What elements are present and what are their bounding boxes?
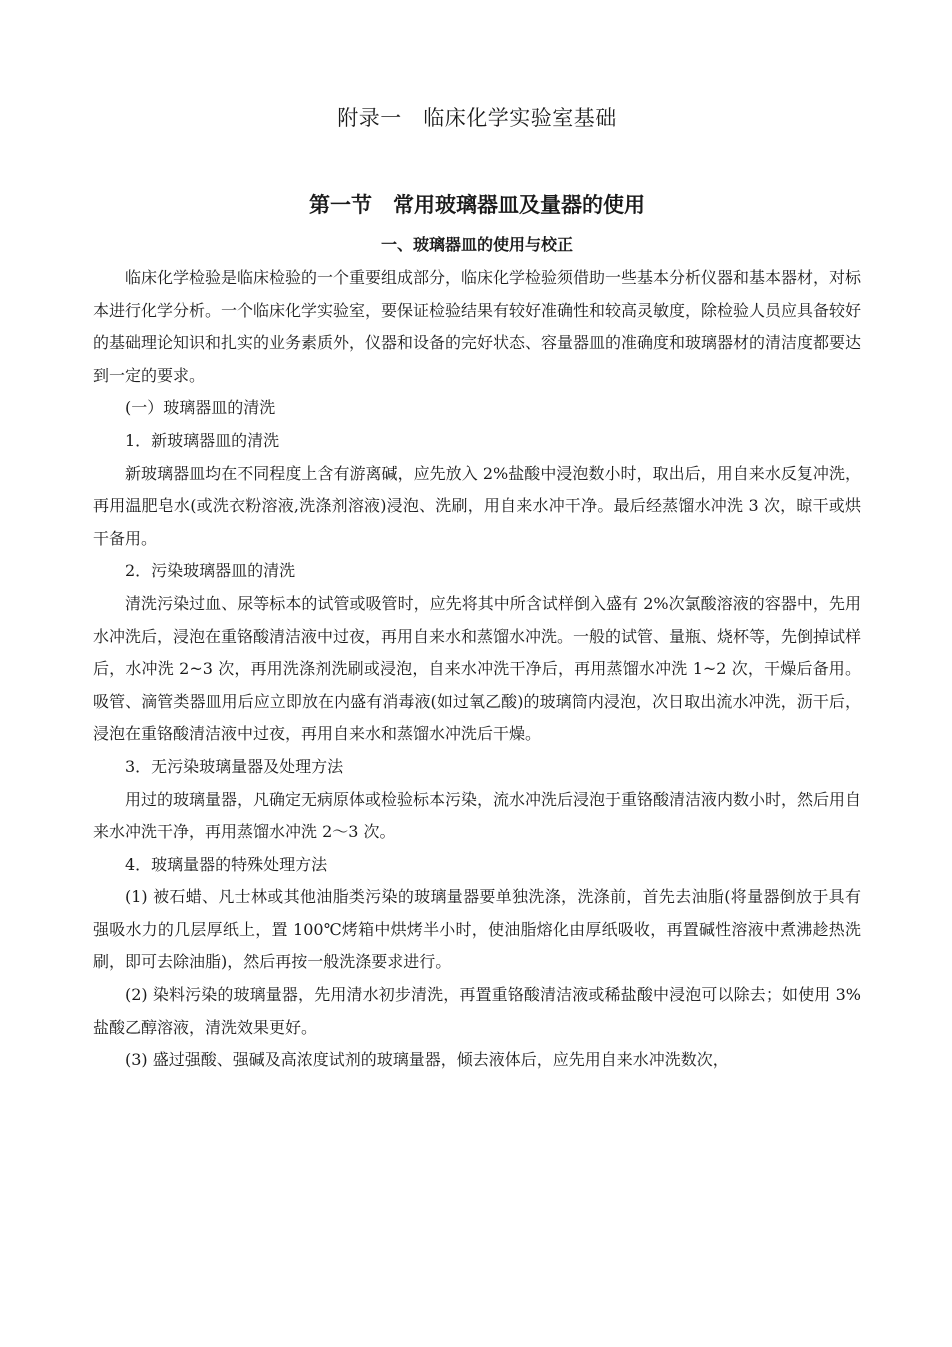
paragraph-intro: 临床化学检验是临床检验的一个重要组成部分，临床化学检验须借助一些基本分析仪器和基本器材，对标本进行化学分析。一个临床化学实验室，要保证检验结果有较好准确性和较高灵敏度，除检验人员应具备较好的基础理论知识和扎实的业务素质外，仪器和设备的完好状态、容量器皿的准确度和玻璃器材的清洁度都要达到一定的要求。 [93, 268, 862, 385]
heading-uncontaminated-glassware: 3．无污染玻璃量器及处理方法 [125, 756, 344, 776]
paragraph-uncontaminated-glassware: 用过的玻璃量器，凡确定无病原体或检验标本污染，流水冲洗后浸泡于重铬酸清洁液内数小时，然后用自来水冲洗干净，再用蒸馏水冲洗 2～3 次。 [93, 789, 862, 842]
paragraph-special-1: (1) 被石蜡、凡士林或其他油脂类污染的玻璃量器要单独洗涤，洗涤前，首先去油脂(将量器倒放于具有强吸水力的几层厚纸上，置 100℃烤箱中烘烤半小时，使油脂熔化由厚纸吸收，再置碱性溶液中煮沸趁热洗刷，即可去除油脂)，然后再按一般洗涤要求进行。 [93, 887, 861, 972]
section-title: 第一节 常用玻璃器皿及量器的使用 [309, 193, 645, 217]
paragraph-contaminated-glassware: 清洗污染过血、尿等标本的试管或吸管时，应先将其中所含试样倒入盛有 2%次氯酸溶液的容器中，先用水冲洗后，浸泡在重铬酸清洁液中过夜，再用自来水和蒸馏水冲洗。一般的试管、量瓶、烧杯等，先倒掉试样后，水冲洗 2~3 次，再用洗涤剂洗刷或浸泡，自来水冲洗干净后，再用蒸馏水冲洗 1~2 次，干燥后备用。吸管、滴管类器皿用后应立即放在内盛有消毒液(如过氧乙酸)的玻璃筒内浸泡，次日取出流水冲洗，沥干后，浸泡在重铬酸清洁液中过夜，再用自来水和蒸馏水冲洗后干燥。 [93, 593, 862, 744]
document-body [93, 262, 861, 1077]
heading-new-glassware: 1．新玻璃器皿的清洗 [125, 430, 280, 450]
appendix-title: 附录一 临床化学实验室基础 [337, 106, 617, 130]
heading-glassware-cleaning: (一）玻璃器皿的清洗 [125, 398, 276, 418]
paragraph-special-2: (2) 染料污染的玻璃量器，先用清水初步清洗，再置重铬酸清洁液或稀盐酸中浸泡可以除去；如使用 3%盐酸乙醇溶液，清洗效果更好。 [93, 985, 861, 1037]
document-page [93, 100, 861, 1077]
heading-special-treatment: 4．玻璃量器的特殊处理方法 [125, 854, 328, 874]
heading-contaminated-glassware: 2．污染玻璃器皿的清洗 [125, 561, 296, 581]
paragraph-new-glassware: 新玻璃器皿均在不同程度上含有游离碱，应先放入 2%盐酸中浸泡数小时，取出后，用自来水反复冲洗，再用温肥皂水(或洗衣粉溶液,洗涤剂溶液)浸泡、洗刷，用自来水冲干净。最后经蒸馏水冲洗 3 次，晾干或烘干备用。 [93, 463, 861, 548]
paragraph-special-3: (3) 盛过强酸、强碱及高浓度试剂的玻璃量器，倾去液体后，应先用自来水冲洗数次， [125, 1050, 729, 1070]
subsection-title: 一、玻璃器皿的使用与校正 [380, 235, 573, 254]
